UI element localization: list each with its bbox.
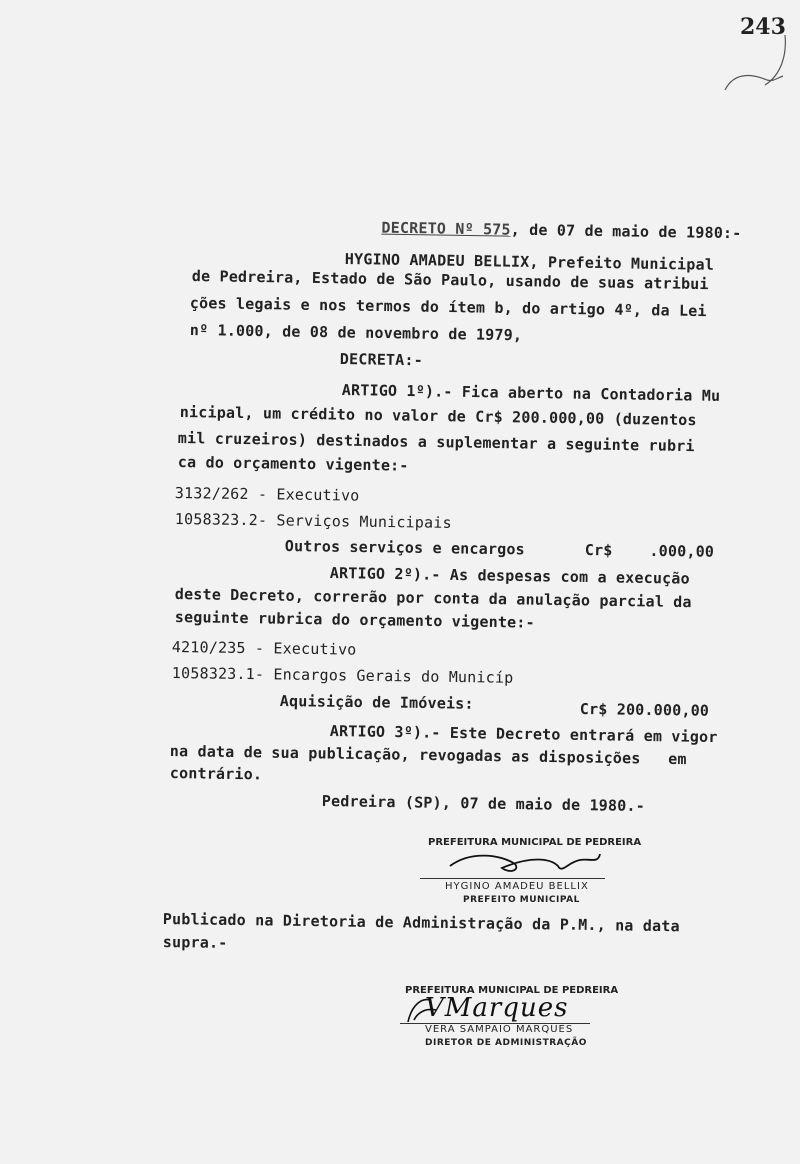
artigo3-line: ARTIGO 3º).- Este Decreto entrará em vigor: [329, 722, 718, 747]
annulment-amount: Cr$ 200.000,00: [579, 700, 710, 720]
decree-date: , de 07 de maio de 1980:-: [510, 220, 742, 243]
annulment-code2: 1058323.1- Encargos Gerais do Municíp: [171, 664, 514, 687]
decree-number: DECRETO Nº 575: [381, 218, 511, 239]
publication-line: Publicado na Diretoria de Administração da P.M., na data: [162, 910, 680, 936]
preamble-line: de Pedreira, Estado de São Paulo, usando de suas atribui: [191, 267, 709, 294]
artigo2-line: deste Decreto, correrão por conta da anulação parcial da: [174, 585, 692, 612]
artigo3-line: na data de sua publicação, revogadas as disposições em: [169, 742, 687, 769]
artigo1-line: ca do orçamento vigente:-: [177, 453, 409, 475]
preamble-line: HYGINO AMADEU BELLIX, Prefeito Municipal: [344, 250, 715, 274]
supplement-code1: 3132/262 - Executivo: [174, 484, 360, 505]
stamp1-office: PREFEITURA MUNICIPAL DE PEDREIRA: [428, 837, 642, 848]
supplement-code2: 1058323.2- Serviços Municipais: [174, 510, 452, 532]
stamp1-role: PREFEITO MUNICIPAL: [463, 895, 580, 905]
stamp2-role: DIRETOR DE ADMINISTRAÇÃO: [425, 1038, 587, 1048]
decreta-heading: DECRETA:-: [339, 350, 424, 370]
annulment-description: Aquisição de Imóveis:: [279, 692, 474, 713]
stamp1-rule: [420, 878, 605, 879]
preamble-line: nº 1.000, de 08 de novembro de 1979,: [189, 321, 523, 345]
artigo2-line: seguinte rubrica do orçamento vigente:-: [174, 608, 535, 632]
artigo3-line: contrário.: [169, 764, 263, 784]
mayor-signature: [440, 846, 610, 882]
stamp1-name: HYGINO AMADEU BELLIX: [445, 881, 589, 892]
supplement-description: Outros serviços e encargos: [284, 537, 525, 559]
stamp2-name: VERA SAMPAIO MARQUES: [425, 1024, 574, 1035]
publication-line: supra.-: [162, 933, 228, 952]
artigo1-line: mil cruzeiros) destinados a suplementar a seguinte rubri: [177, 429, 695, 456]
place-date: Pedreira (SP), 07 de maio de 1980.-: [321, 792, 646, 816]
director-signature: VMarques: [425, 993, 569, 1023]
page-number: 243: [740, 14, 786, 40]
artigo1-line: ARTIGO 1º).- Fica aberto na Contadoria Mu: [341, 381, 721, 405]
annulment-code1: 4210/235 - Executivo: [171, 638, 357, 659]
artigo2-line: ARTIGO 2º).- As despesas com a execução: [329, 564, 690, 588]
director-signature-flourish: [400, 994, 440, 1024]
artigo1-line: nicipal, um crédito no valor de Cr$ 200.000,00 (duzentos: [179, 403, 697, 430]
preamble-line: ções legais e nos termos do ítem b, do artigo 4º, da Lei: [189, 294, 707, 321]
handwritten-mark: [715, 30, 795, 100]
supplement-amount: Cr$ .000,00: [584, 541, 715, 561]
stamp2-office: PREFEITURA MUNICIPAL DE PEDREIRA: [405, 985, 619, 996]
